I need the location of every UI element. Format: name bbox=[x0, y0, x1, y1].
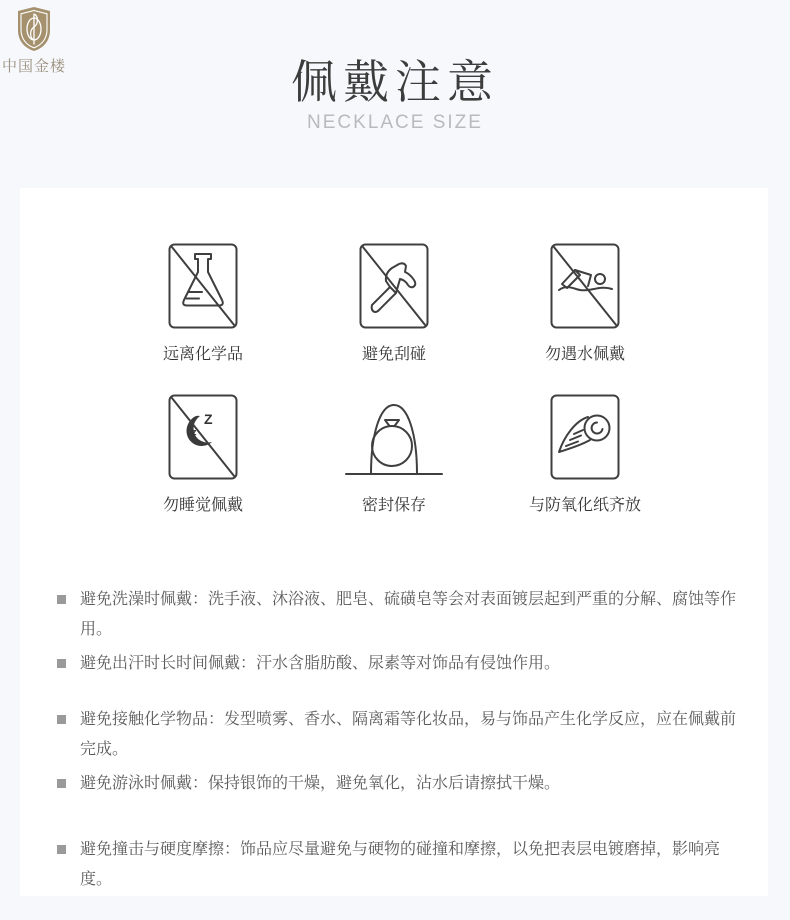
svg-text:Z: Z bbox=[204, 411, 213, 427]
page-title: 佩戴注意 bbox=[291, 56, 499, 108]
care-note bbox=[57, 769, 738, 799]
care-item-no-chemicals bbox=[108, 243, 299, 364]
icon-label: 避免刮碰 bbox=[361, 346, 426, 363]
care-item-no-water bbox=[490, 243, 681, 364]
icon-label: 远离化学品 bbox=[162, 346, 243, 363]
no-scratch-icon bbox=[359, 243, 429, 329]
care-card bbox=[20, 188, 768, 896]
svg-text:z: z bbox=[192, 427, 197, 437]
care-note-text: 避免出汗时长时间佩戴：汗水含脂肪酸、尿素等对饰品有侵蚀作用。 bbox=[80, 655, 561, 672]
care-note bbox=[57, 835, 738, 895]
icon-label: 与防氧化纸齐放 bbox=[528, 497, 641, 514]
care-note-text: 避免洗澡时佩戴：洗手液、沐浴液、肥皂、硫磺皂等会对表面镀层起到严重的分解、腐蚀等作用。 bbox=[80, 591, 737, 638]
icon-label: 密封保存 bbox=[361, 497, 426, 514]
care-notes-list bbox=[57, 585, 738, 895]
brand-name: 中国金楼 bbox=[1, 58, 66, 75]
bullet-square-icon bbox=[57, 845, 66, 854]
icon-label: 勿睡觉佩戴 bbox=[162, 497, 243, 514]
page-subtitle: NECKLACE SIZE bbox=[307, 112, 483, 133]
bullet-square-icon bbox=[57, 595, 66, 604]
no-chemicals-icon bbox=[168, 243, 238, 329]
care-icon-grid bbox=[20, 243, 768, 515]
care-note bbox=[57, 705, 738, 765]
care-note-text: 避免游泳时佩戴：保持银饰的干燥，避免氧化，沾水后请擦拭干燥。 bbox=[80, 775, 561, 792]
care-item-sealed-storage bbox=[299, 394, 490, 515]
bullet-square-icon bbox=[57, 659, 66, 668]
anti-oxidation-paper-icon bbox=[550, 394, 620, 480]
care-item-anti-oxidation-paper bbox=[490, 394, 681, 515]
icon-label: 勿遇水佩戴 bbox=[544, 346, 625, 363]
care-item-no-sleep bbox=[108, 394, 299, 515]
care-item-no-scratch bbox=[299, 243, 490, 364]
bullet-square-icon bbox=[57, 715, 66, 724]
care-note bbox=[57, 585, 738, 645]
bullet-square-icon bbox=[57, 779, 66, 788]
sealed-storage-icon bbox=[344, 394, 444, 480]
no-sleep-icon bbox=[168, 394, 238, 480]
no-water-icon bbox=[550, 243, 620, 329]
care-note bbox=[57, 649, 738, 679]
care-note-text: 避免撞击与硬度摩擦：饰品应尽量避免与硬物的碰撞和摩擦，以免把表层电镀磨掉，影响亮度。 bbox=[80, 841, 721, 888]
care-note-text: 避免接触化学物品：发型喷雾、香水、隔离霜等化妆品，易与饰品产生化学反应，应在佩戴前完成。 bbox=[80, 711, 737, 758]
